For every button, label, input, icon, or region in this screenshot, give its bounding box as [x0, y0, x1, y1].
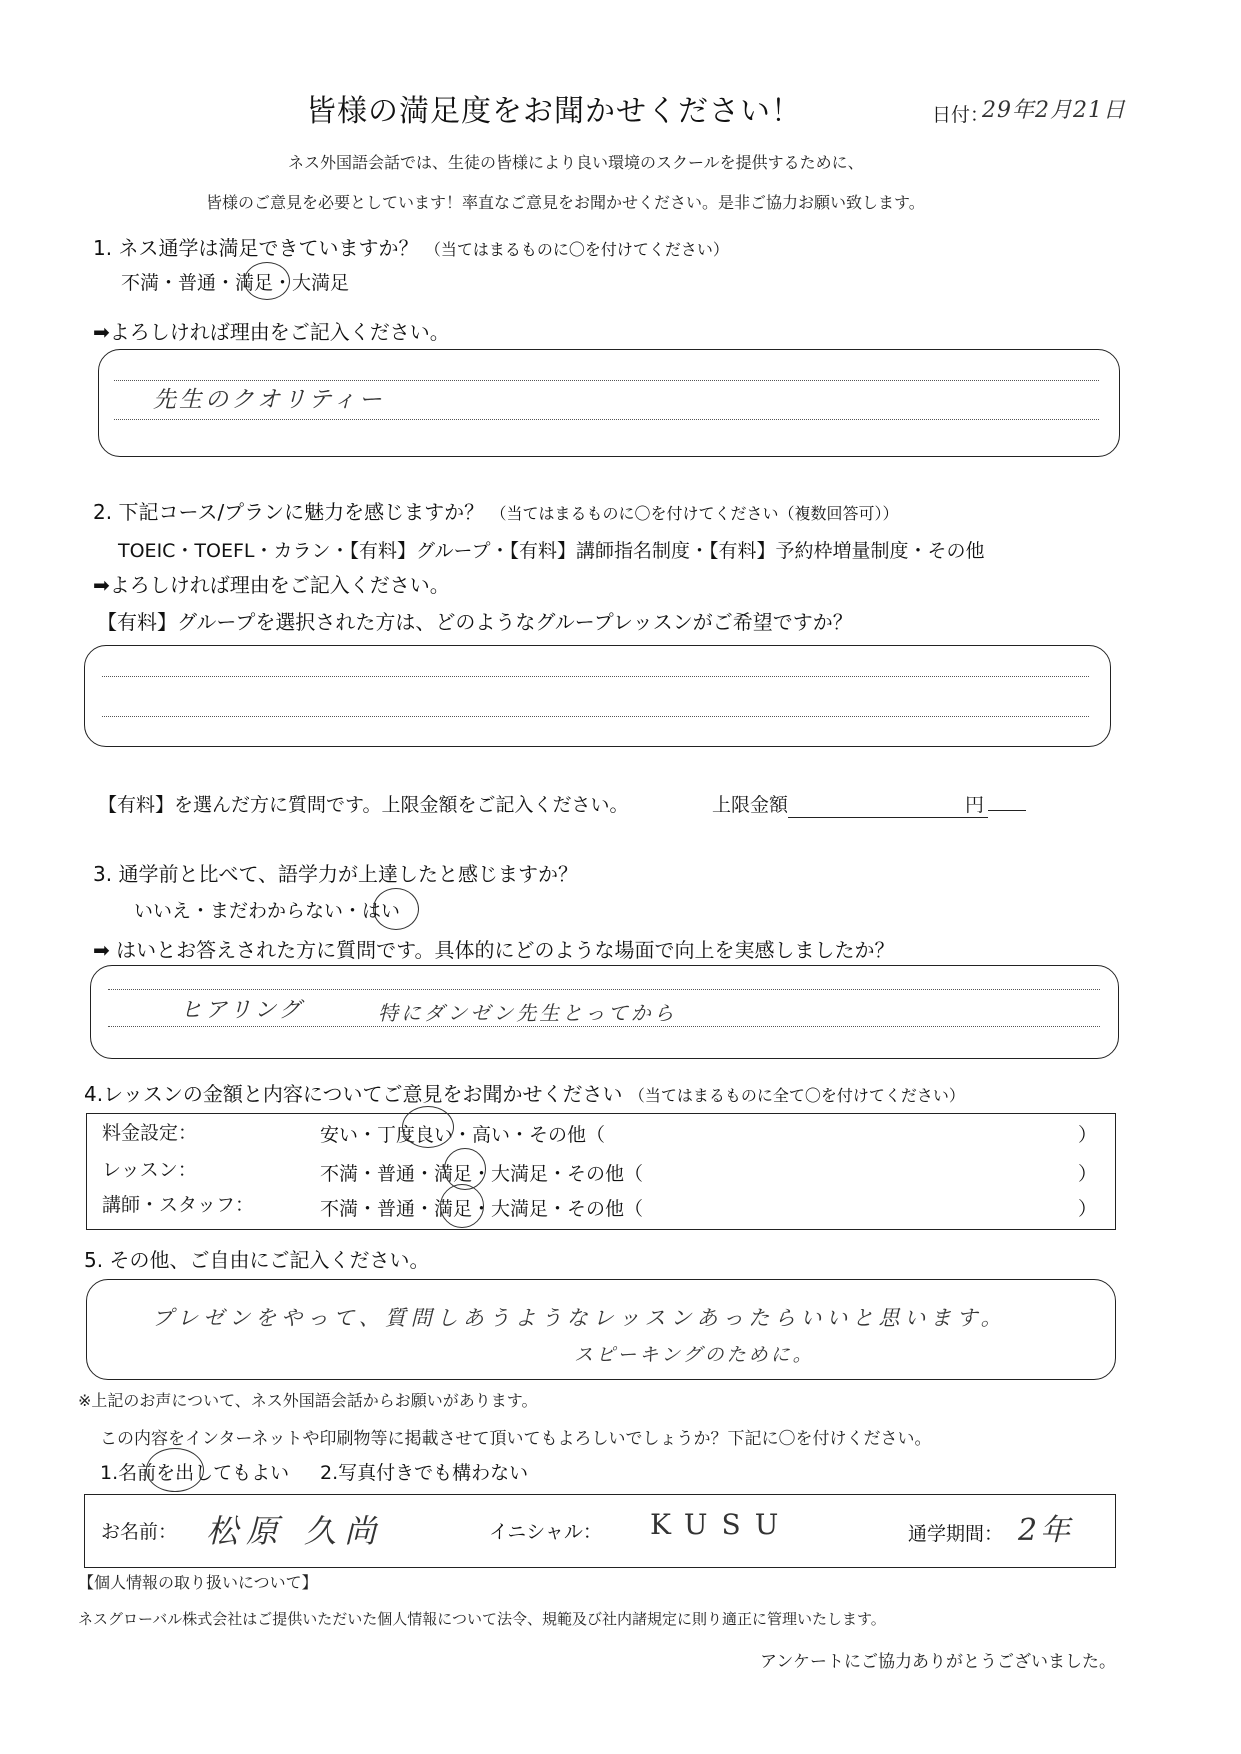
q1-question: [93, 232, 729, 261]
q2-question-text: 2. 下記コース/プランに魅力を感じますか？: [93, 500, 485, 524]
q2-reason-prompt: ➡よろしければ理由をご記入ください。: [93, 573, 450, 597]
q4-row-staff-circle: [440, 1184, 484, 1228]
q4-question: [84, 1078, 965, 1107]
q1-note: （当てはまるものに〇を付けてください）: [424, 240, 729, 259]
q4-row-fee-options[interactable]: 安い・丁度良い・高い・その他（: [320, 1124, 606, 1146]
q2-question: [93, 496, 899, 525]
q2-line-2: [102, 716, 1089, 717]
initial-value[interactable]: KUSU: [650, 1508, 793, 1541]
q3-line-2: [108, 1026, 1100, 1027]
date-value: 29年2月21日: [982, 98, 1126, 123]
q5-answer-line-1: プレゼンをやって、質問しあうようなレッスンあったらいいと思います。: [152, 1306, 1007, 1330]
q1-reason-prompt: ➡よろしければ理由をご記入ください。: [93, 320, 450, 344]
intro-line-1: ネス外国語会話では、生徒の皆様により良い環境のスクールを提供するために、: [288, 153, 864, 172]
q4-row-lesson-label: レッスン：: [102, 1159, 197, 1181]
q2-line-1: [102, 676, 1089, 677]
name-label: お名前：: [101, 1521, 178, 1543]
q1-line-2: [114, 419, 1099, 420]
privacy-heading: 【個人情報の取り扱いについて】: [78, 1573, 318, 1592]
q2-options[interactable]: TOEIC・TOEFL・カラン・【有料】グループ・【有料】講師指名制度・【有料】予約枠増量制度・その他: [118, 540, 985, 562]
date-label: 日付：: [932, 104, 990, 126]
consent-option-1[interactable]: 1.名前を出してもよい: [100, 1462, 290, 1484]
q1-answer-text: 先生のクオリティー: [153, 387, 385, 413]
q4-row-lesson-close: ）: [1078, 1163, 1098, 1185]
q4-question-text: 4.レッスンの金額と内容についてご意見をお聞かせください: [84, 1082, 623, 1106]
q3-followup: ➡ はいとお答えされた方に質問です。具体的にどのような場面で向上を実感しましたか？: [93, 938, 895, 962]
yen-unit: 円: [965, 794, 985, 816]
q4-row-fee-label: 料金設定：: [102, 1122, 198, 1144]
q4-row-fee-circle: [402, 1106, 454, 1148]
consent-option-2[interactable]: 2.写真付きでも構わない: [320, 1462, 529, 1484]
q2-paid-question: 【有料】を選んだ方に質問です。上限金額をご記入ください。: [98, 794, 629, 816]
q1-question-text: 1. ネス通学は満足できていますか？: [93, 236, 419, 260]
q3-question: 3. 通学前と比べて、語学力が上達したと感じますか？: [93, 862, 579, 886]
name-value[interactable]: 松原 久尚: [206, 1512, 385, 1550]
period-label: 通学期間：: [908, 1523, 1004, 1545]
period-value[interactable]: 2年: [1018, 1513, 1074, 1548]
q4-row-staff-close: ）: [1078, 1198, 1098, 1220]
q2-answer-box[interactable]: [84, 645, 1111, 747]
q3-answer-b: 特にダンゼン先生とってから: [378, 1001, 677, 1025]
limit-amount-line[interactable]: [788, 790, 988, 818]
q3-answer-a: ヒアリング: [180, 998, 304, 1023]
q4-note: （当てはまるものに全て〇を付けてください）: [628, 1086, 965, 1105]
q4-row-fee-close: ）: [1078, 1124, 1098, 1146]
page-title: 皆様の満足度をお聞かせください！: [306, 94, 802, 129]
consent-question: この内容をインターネットや印刷物等に掲載させて頂いてもよろしいでしょうか？下記に〇を付けください。: [100, 1429, 932, 1449]
q1-selection-circle: [244, 262, 290, 300]
q4-row-staff-label: 講師・スタッフ：: [102, 1194, 255, 1216]
limit-tail-line: [988, 810, 1026, 811]
q4-row-lesson-options[interactable]: 不満・普通・満足・大満足・その他（: [320, 1163, 644, 1185]
q1-options[interactable]: 不満・普通・満足・大満足: [121, 272, 350, 294]
q3-options[interactable]: いいえ・まだわからない・はい: [134, 900, 401, 922]
limit-label: 上限金額: [712, 794, 789, 816]
q5-answer-line-2: スピーキングのために。: [574, 1344, 815, 1366]
consent-option-1-circle: [146, 1448, 204, 1492]
consent-note: ※上記のお声について、ネス外国語会話からお願いがあります。: [78, 1391, 538, 1410]
q4-row-staff-options[interactable]: 不満・普通・満足・大満足・その他（: [320, 1198, 644, 1220]
privacy-text: ネスグローバル株式会社はご提供いただいた個人情報について法令、規範及び社内諸規定に則り適正に管理いたします。: [78, 1610, 886, 1628]
q2-group-question: 【有料】グループを選択された方は、どのようなグループレッスンがご希望ですか？: [97, 610, 853, 634]
q5-question: 5. その他、ご自由にご記入ください。: [84, 1248, 430, 1272]
thanks-text: アンケートにご協力ありがとうございました。: [760, 1652, 1116, 1672]
intro-line-2: 皆様のご意見を必要としています！率直なご意見をお聞かせください。是非ご協力お願い致します。: [206, 193, 925, 212]
q3-selection-circle: [373, 888, 419, 930]
limit-field[interactable]: [712, 790, 1026, 818]
q3-line-1: [108, 989, 1100, 990]
q2-note: （当てはまるものに〇を付けてください（複数回答可））: [490, 504, 899, 523]
initial-label: イニシャル：: [489, 1521, 602, 1543]
